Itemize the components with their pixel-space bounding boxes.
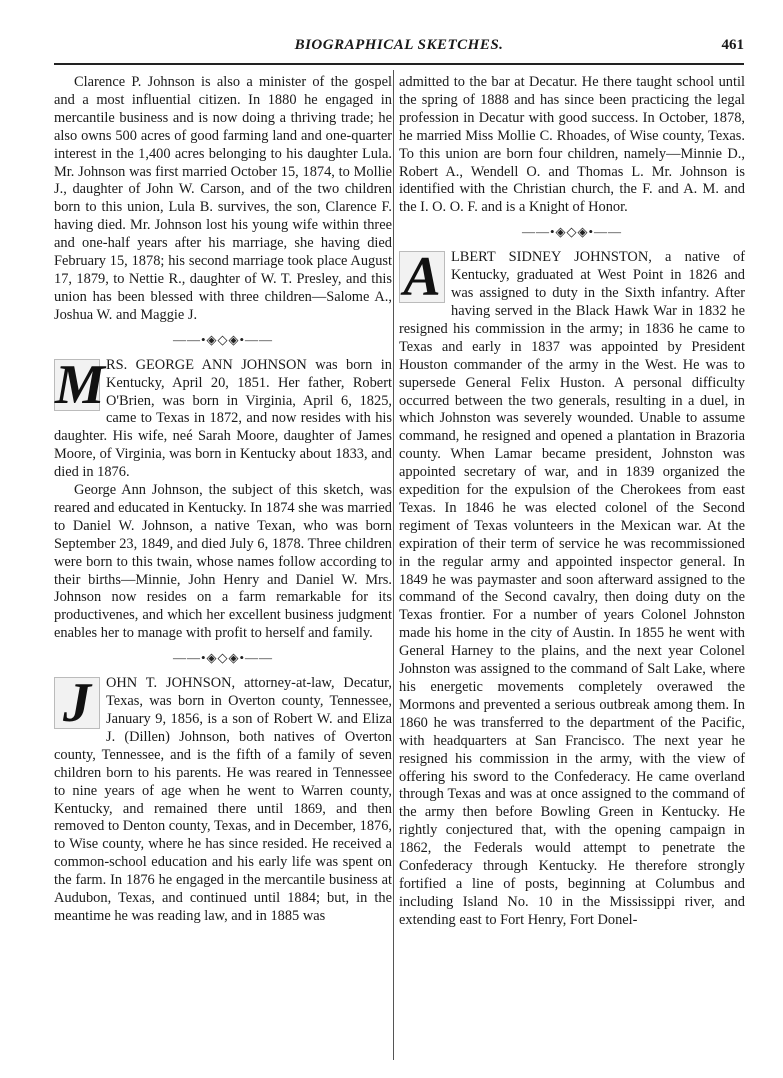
column-divider [393, 70, 394, 1060]
john-johnson-paragraph [54, 672, 392, 926]
drop-cap-j: J [54, 677, 100, 729]
drop-cap-a: A [399, 251, 445, 303]
header-rule [54, 63, 744, 65]
clarence-paragraph: Clarence P. Johnson is also a minister of the gospel and a most influential citizen. In 1880 he engaged in mercantile business and is now doing a thriving trade; he also owns 500 acres of good farming land and one-quarter interest in the 1,400 acres belonging to his daughter Lula. Mr. Johnson was first married October 15, 1874, to Mollie J., daughter of John W. Carson, and of the two children born to this union, Lula B. survives, the son, Clarence F. having died. Mr. Johnson lost his young wife within three and one-half years after his marriage, she having died February 15, 1878; his second marriage took place August 17, 1879, to Nettie R., daughter of W. T. Presley, and this union has been blessed with three children—Salome A., Joshua W. and Maggie J. [54, 74, 392, 323]
drop-cap-m: M [55, 353, 105, 416]
left-column [54, 74, 392, 926]
albert-johnston-text: LBERT SIDNEY JOHNSTON, a native of Kentucky, graduated at West Point in 1826 and was assigned to duty in the Sixth infantry. After having served in the Black Hawk War in 1832 he resigned his commission in the army; in 1836 he came to Texas and early in 1837 was appointed by President Houston commander of the army in the West. He was to supersede General Felix Huston. A personal difficulty occurred between the two generals, resulting in a duel, in which Johnston was severely wounded. Unable to assume command, he resigned and opened a plantation in Brazoria county. When Lamar became president, Johnston was appointed secretary of war, and in 1839 organized the expedition for the expulsion of the Cherokees from east Texas. In 1846 he was elected colonel of the Second regiment of Texas volunteers in the Mexican war. At the expiration of their term of service he was recommissioned in the regular army and appointed inspector general. In 1849 he was paymaster and soon afterward assigned to the command of the Second cavalry, then doing duty on the Texas frontier. For a number of years Colonel Johnston made his home in the city of Austin. In 1855 he went with General Harney to the plains, and the next year Colonel Johnston was assigned to the command of Salt Lake, where his energetic movements completely overawed the Mormons and prevented a serious outbreak among them. In 1860 he was transferred to the department of the Pacific, with headquarters at San Francisco. The next year he resigned his commission in the army, with the view of offering his sword to the Confederacy. He came overland through Texas and was at once assigned to the command of the army then before Bowling Green in Kentucky. He rightly conjectured that, with the opening campaign in 1862, the Federals would attempt to penetrate the Confederacy through Kentucky. He therefore strongly fortified a line of posts, beginning at Columbus and including Island No. 10 in the Mississippi river, and extending east to Fort Henry, Fort Donel- [399, 249, 745, 928]
running-header [54, 37, 744, 61]
albert-johnston-paragraph [399, 246, 745, 929]
right-column [399, 74, 745, 930]
ornament-divider: ——•◈◇◈•—— [521, 224, 623, 240]
john-johnson-text: OHN T. JOHNSON, attorney-at-law, Decatur, Texas, was born in Overton county, Tennessee, January 9, 1856, is a son of Robert W. and Eliza J. (Dillen) Johnson, both natives of Overton county, Tennessee, and is the fifth of a family of seven children born to his parents. He was reared in Tennessee to nine years of age when he went to Warren county, Kentucky, and remained there until 1869, and then removed to Denton county, Texas, and in December, 1876, to Wise county, where he has since resided. He received a common-school education and his early life was spent on the farm. In 1876 he engaged in the mercantile business at Audubon, Texas, and continued until 1884; but, in the meantime he was reading law, and in 1885 was [54, 675, 392, 924]
george-ann-paragraph: George Ann Johnson, the subject of this sketch, was reared and educated in Kentucky. In 1874 she was married to Daniel W. Johnson, a native Texan, who was born September 23, 1849, and died July 6, 1878. Three children were born to this twain, whose names follow according to their births—Minnie, John Henry and Daniel W. Mrs. Johnson now resides on a farm remarkable for its productivenes, and which her excellent business judgment enables her to manage with profit to herself and family. [54, 482, 392, 642]
ornament-divider: ——•◈◇◈•—— [172, 650, 274, 666]
mrs-johnson-paragraph [54, 353, 392, 482]
running-title: BIOGRAPHICAL SKETCHES. [294, 37, 504, 53]
mrs-johnson-text: RS. GEORGE ANN JOHNSON was born in Kentucky, April 20, 1851. Her father, Robert O'Brien, was born in Virginia, April 6, 1825, came to Texas in 1872, and now resides with his daughter. His wife, neé Sarah Moore, daughter of James Moore, of Virginia, was born in Kentucky about 1833, and died in 1876. [54, 356, 392, 481]
ornament-divider: ——•◈◇◈•—— [172, 331, 274, 347]
page-number: 461 [721, 37, 744, 53]
john-johnson-continued: admitted to the bar at Decatur. He there taught school until the spring of 1888 and has since been practicing the legal profession in Decatur with good success. In October, 1878, he married Miss Mollie C. Rhoades, of Wise county, Texas. To this union are born four children, namely—Minnie D., Robert A., Wendell O. and Thomas L. Mr. Johnson is identified with the Christian church, the F. and A. M. and the I. O. O. F. and is a Knight of Honor. [399, 74, 745, 216]
